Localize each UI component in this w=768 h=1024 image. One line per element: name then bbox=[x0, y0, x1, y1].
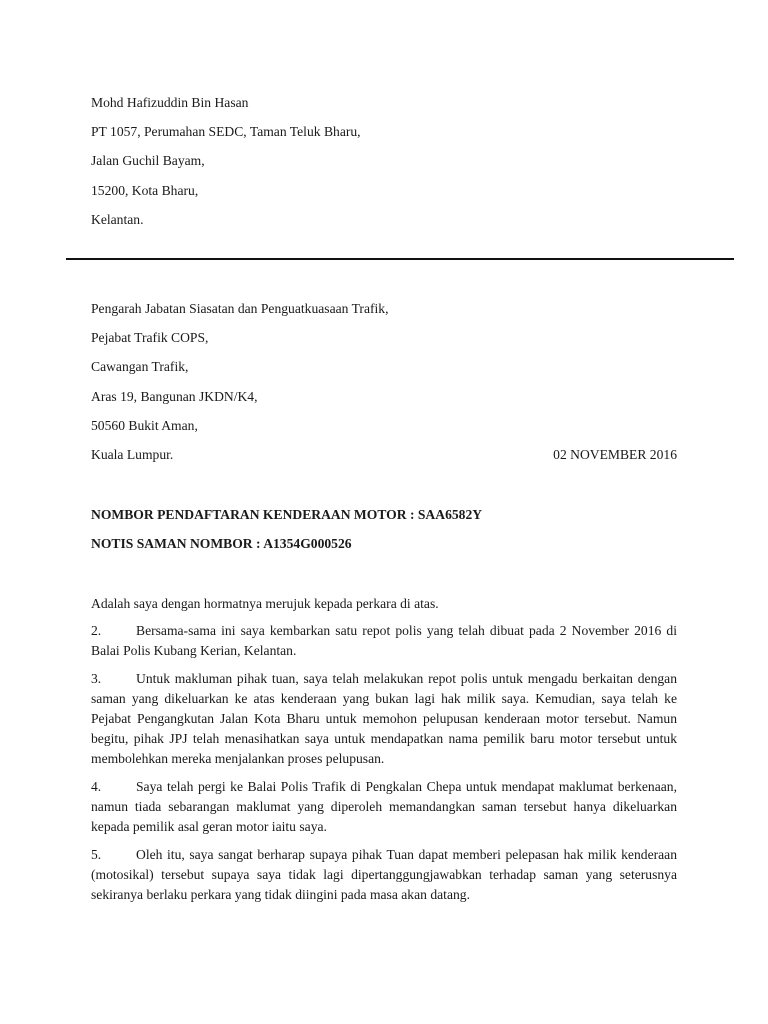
sender-address-line: Kelantan. bbox=[91, 211, 144, 227]
subject-block bbox=[91, 506, 482, 564]
paragraph-text: Oleh itu, saya sangat berharap supaya pihak Tuan dapat memberi pelepasan hak milik kenderaan (motosikal) tersebut supaya saya tidak lagi dipertanggungjawabkan terhadap saman yang seterusnya sekiranya berlaku perkara yang tidak diingini pada masa akan datang. bbox=[91, 847, 677, 902]
sender-address-line: 15200, Kota Bharu, bbox=[91, 182, 199, 198]
recipient-address-line: 50560 Bukit Aman, bbox=[91, 417, 198, 433]
letter-body bbox=[91, 594, 677, 913]
paragraph-text: Saya telah pergi ke Balai Polis Trafik di Pengkalan Chepa untuk mendapat maklumat berkenaan, namun tiada sebarangan maklumat yang diperoleh memandangkan saman tersebut hanya dikeluarkan kepada pemilik asal geran motor iaitu saya. bbox=[91, 779, 677, 834]
body-paragraph bbox=[91, 621, 677, 661]
recipient-address-line: Pejabat Trafik COPS, bbox=[91, 330, 209, 346]
subject-summons-number: NOTIS SAMAN NOMBOR : A1354G000526 bbox=[91, 536, 352, 551]
body-paragraph bbox=[91, 669, 677, 769]
recipient-address-block bbox=[91, 300, 677, 475]
subject-vehicle-registration: NOMBOR PENDAFTARAN KENDERAAN MOTOR : SAA6582Y bbox=[91, 507, 483, 522]
sender-address-block bbox=[91, 94, 361, 240]
recipient-address-line: Cawangan Trafik, bbox=[91, 359, 189, 375]
header-divider bbox=[66, 258, 734, 260]
sender-address-line: Jalan Guchil Bayam, bbox=[91, 153, 205, 169]
paragraph-number: 5. bbox=[91, 847, 102, 862]
letter-date: 02 NOVEMBER 2016 bbox=[553, 447, 677, 462]
sender-address-line: PT 1057, Perumahan SEDC, Taman Teluk Bharu, bbox=[91, 124, 361, 140]
paragraph-text: Bersama-sama ini saya kembarkan satu repot polis yang telah dibuat pada 2 November 2016 di Balai Polis Kubang Kerian, Kelantan. bbox=[91, 623, 677, 658]
paragraph-text: Untuk makluman pihak tuan, saya telah melakukan repot polis untuk mengadu berkaitan dengan saman yang dikeluarkan ke atas kenderaan yang bukan lagi hak milik saya. Kemudian, saya telah ke Pejabat Pengangkutan Jalan Kota Bharu untuk memohon pelupusan kenderaan motor tersebut. Namun begitu, pihak JPJ telah menasihatkan saya untuk mendapatkan nama pemilik baru motor tersebut untuk membolehkan mereka menjalankan proses pelupusan. bbox=[91, 671, 677, 766]
opening-sentence: Adalah saya dengan hormatnya merujuk kepada perkara di atas. bbox=[91, 596, 439, 611]
recipient-address-line: Aras 19, Bangunan JKDN/K4, bbox=[91, 388, 258, 404]
body-paragraph bbox=[91, 777, 677, 837]
paragraph-number: 4. bbox=[91, 779, 102, 794]
body-paragraph bbox=[91, 845, 677, 905]
sender-name: Mohd Hafizuddin Bin Hasan bbox=[91, 95, 249, 110]
paragraph-number: 3. bbox=[91, 671, 102, 686]
recipient-title: Pengarah Jabatan Siasatan dan Penguatkuasaan Trafik, bbox=[91, 301, 389, 316]
paragraph-number: 2. bbox=[91, 623, 102, 638]
recipient-address-line: Kuala Lumpur. bbox=[91, 446, 174, 462]
